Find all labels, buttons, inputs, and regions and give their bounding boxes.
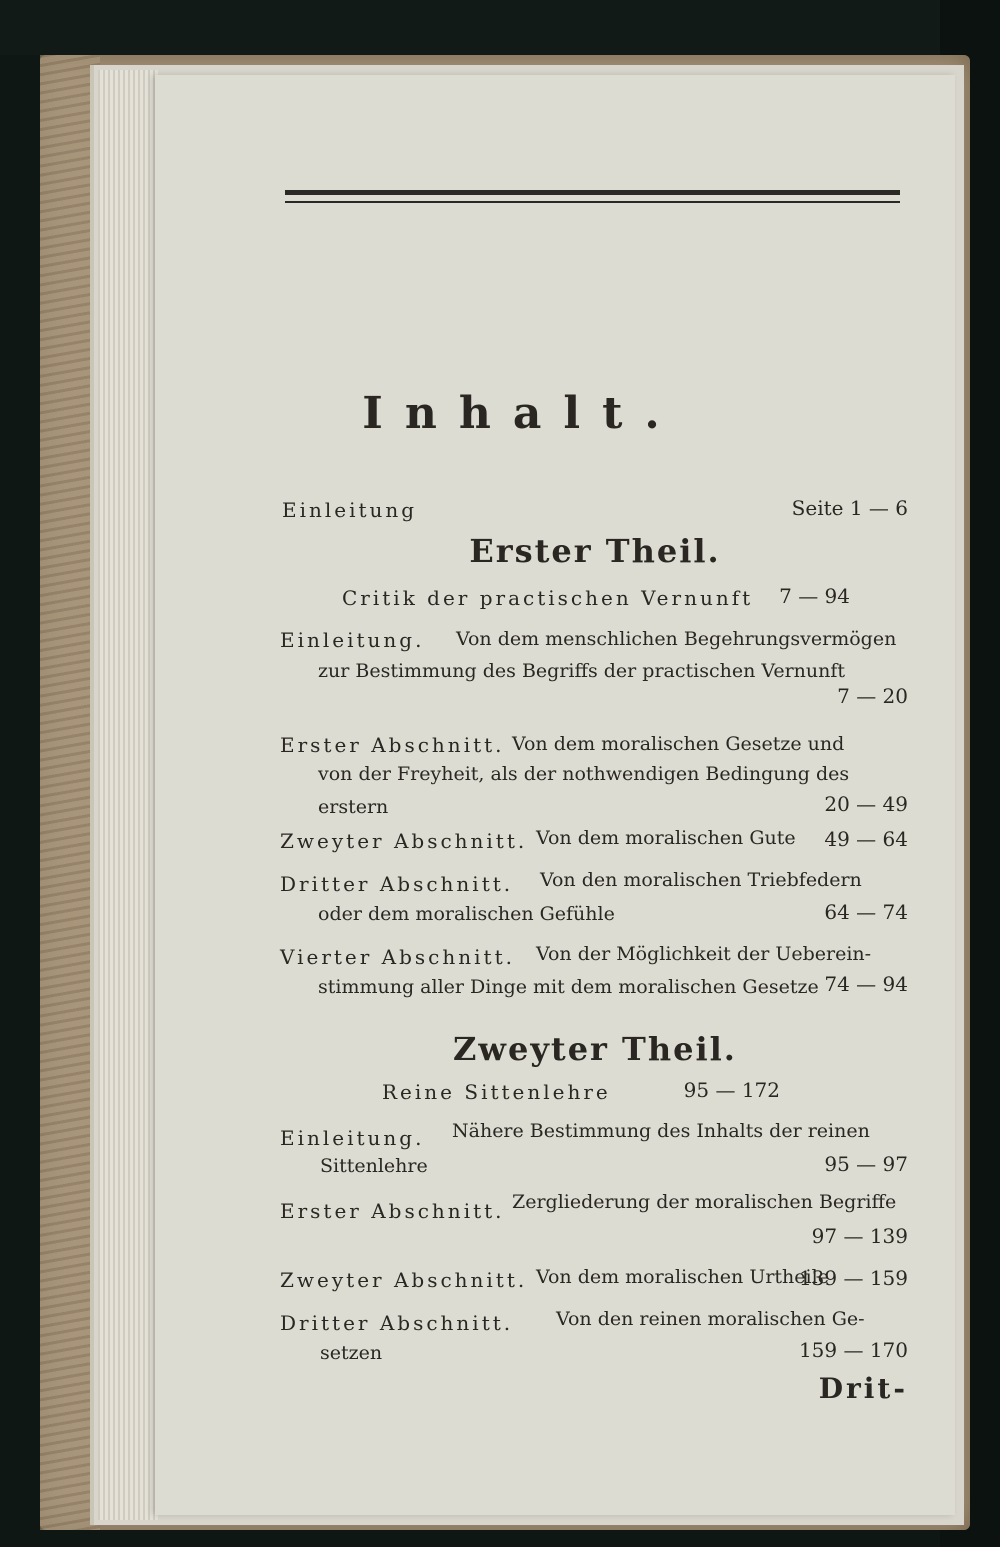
p2-entry-1-pages: 97 — 139: [811, 1224, 908, 1248]
p1-entry-3-line-0: Von den moralischen Triebfedern: [540, 869, 862, 891]
part2-subpages: 95 — 172: [683, 1078, 780, 1102]
p1-entry-4-pages: 74 — 94: [824, 972, 908, 996]
part2-heading: Zweyter Theil.: [453, 1030, 737, 1068]
header-rule-thick: [285, 190, 900, 195]
p1-entry-3-line-1: oder dem moralischen Gefühle: [318, 903, 615, 925]
p2-entry-0-pages: 95 — 97: [824, 1152, 908, 1176]
page-edge-lines: [98, 70, 158, 1520]
p1-entry-2-pages: 49 — 64: [824, 827, 908, 851]
p1-entry-4-line-1: stimmung aller Dinge mit dem moralischen Gesetze: [318, 976, 819, 998]
p1-entry-0-label: Einleitung.: [280, 628, 425, 652]
page-title: Inhalt.: [362, 388, 682, 439]
p1-entry-1-label: Erster Abschnitt.: [280, 733, 505, 757]
p2-entry-3-pages: 159 — 170: [798, 1338, 908, 1362]
part2-subheading: Reine Sittenlehre: [382, 1080, 611, 1104]
header-rule-thin: [285, 201, 900, 203]
p2-entry-2-pages: 139 — 159: [798, 1266, 908, 1290]
p2-entry-3-line-0: Von den reinen moralischen Ge-: [556, 1308, 865, 1330]
intro-label: Einleitung: [282, 498, 418, 522]
p2-entry-0-line-0: Nähere Bestimmung des Inhalts der reinen: [452, 1120, 870, 1142]
background-top: [0, 0, 1000, 55]
p1-entry-3-label: Dritter Abschnitt.: [280, 872, 514, 896]
p1-entry-2-line-0: Von dem moralischen Gute: [536, 827, 796, 849]
p1-entry-3-pages: 64 — 74: [824, 900, 908, 924]
intro-pages: Seite 1 — 6: [791, 496, 908, 520]
p2-entry-0-label: Einleitung.: [280, 1126, 425, 1150]
p2-entry-3-label: Dritter Abschnitt.: [280, 1311, 514, 1335]
p1-entry-0-line-1: zur Bestimmung des Begriffs der practischen Vernunft: [318, 660, 846, 682]
p1-entry-2-label: Zweyter Abschnitt.: [280, 829, 528, 853]
p1-entry-4-line-0: Von der Möglichkeit der Ueberein-: [536, 943, 872, 965]
p1-entry-0-line-0: Von dem menschlichen Begehrungsvermögen: [456, 628, 897, 650]
p2-entry-2-label: Zweyter Abschnitt.: [280, 1268, 528, 1292]
p1-entry-1-line-2: erstern: [318, 796, 389, 818]
catchword: Drit-: [818, 1372, 908, 1405]
p1-entry-1-line-0: Von dem moralischen Gesetze und: [512, 733, 845, 755]
part1-subpages: 7 — 94: [779, 584, 850, 608]
p1-entry-0-pages: 7 — 20: [837, 684, 908, 708]
p2-entry-1-label: Erster Abschnitt.: [280, 1199, 505, 1223]
p2-entry-3-line-1: setzen: [320, 1342, 383, 1364]
part1-subheading: Critik der practischen Vernunft: [342, 586, 754, 610]
p1-entry-4-label: Vierter Abschnitt.: [280, 945, 515, 969]
part1-heading: Erster Theil.: [469, 532, 721, 570]
p1-entry-1-line-1: von der Freyheit, als der nothwendigen Bedingung des: [318, 763, 850, 785]
p1-entry-1-pages: 20 — 49: [824, 792, 908, 816]
p2-entry-0-line-1: Sittenlehre: [320, 1155, 428, 1177]
p2-entry-1-line-0: Zergliederung der moralischen Begriffe: [512, 1191, 897, 1213]
p2-entry-2-line-0: Von dem moralischen Urtheile: [536, 1266, 829, 1288]
